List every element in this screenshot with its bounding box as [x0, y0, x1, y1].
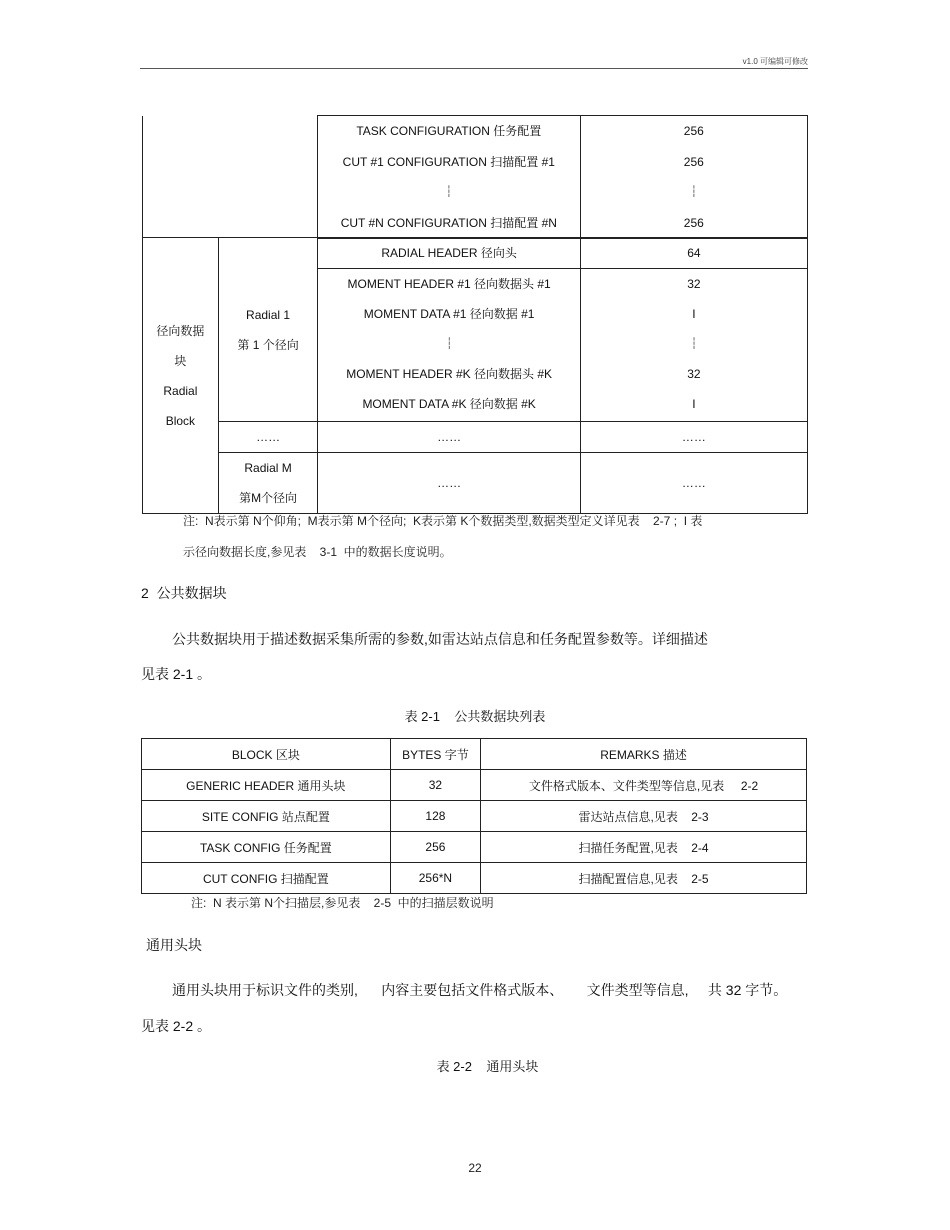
vertical-ellipsis: ┆: [690, 186, 698, 198]
table-cell: 扫描任务配置,见表 2-4: [481, 832, 807, 863]
config-row-label: CUT #N CONFIGURATION 扫描配置 #N: [340, 215, 557, 230]
column-header: REMARKS 描述: [481, 739, 807, 770]
radial-block-name-cell: [143, 238, 219, 514]
header-rule: [140, 68, 808, 69]
ellipsis-cell: ……: [318, 453, 580, 514]
table-row: [142, 832, 807, 863]
paragraph-line: 公共数据块用于描述数据采集所需的参数,如雷达站点信息和任务配置参数等。详细描述: [172, 631, 708, 647]
radial-block-table: [142, 237, 808, 514]
vertical-ellipsis: ┆: [445, 186, 453, 198]
radial1-cell: [218, 238, 318, 422]
header-note: v1.0 可编辑可修改: [742, 57, 808, 66]
radial-header-bytes: 64: [581, 238, 807, 269]
radial1-labels-cell: [318, 238, 580, 422]
table-cell: 雷达站点信息,见表 2-3: [481, 801, 807, 832]
moment-row-bytes: 32: [687, 277, 701, 291]
config-bytes-cell: [580, 116, 807, 239]
table-row: [142, 801, 807, 832]
radial-block-name: 块: [174, 353, 187, 368]
moment-row-label: MOMENT DATA #K 径向数据 #K: [362, 397, 536, 411]
radial1-name: 第 1 个径向: [237, 337, 299, 352]
table-cell: 256: [390, 832, 480, 863]
vertical-ellipsis: ┆: [690, 338, 698, 350]
moment-row-label: MOMENT HEADER #K 径向数据头 #K: [346, 367, 553, 381]
moment-row-bytes: 32: [687, 367, 701, 381]
table-row: [142, 770, 807, 801]
config-row-label: CUT #1 CONFIGURATION 扫描配置 #1: [342, 154, 555, 169]
paragraph-line: 通用头块用于标识文件的类别, 内容主要包括文件格式版本、 文件类型等信息, 共 32 字节。: [172, 982, 788, 998]
config-labels-cell: [318, 116, 581, 239]
config-left-border: [142, 116, 143, 237]
ellipsis-cell: ……: [580, 422, 807, 453]
table-cell: GENERIC HEADER 通用头块: [142, 770, 391, 801]
ellipsis-cell: ……: [318, 422, 580, 453]
page-number: 22: [468, 1161, 482, 1175]
table-cell: TASK CONFIG 任务配置: [142, 832, 391, 863]
column-header: BYTES 字节: [390, 739, 480, 770]
table-caption: 表 2-1 公共数据块列表: [404, 709, 546, 724]
moment-row-label: MOMENT DATA #1 径向数据 #1: [363, 307, 535, 321]
radial-block-name: Block: [165, 413, 196, 428]
radial1-name: Radial 1: [246, 307, 291, 322]
radialM-name: Radial M: [244, 461, 292, 475]
table-note-line: 注: N 表示第 N个扫描层,参见表 2-5 中的扫描层数说明: [191, 896, 494, 910]
moment-row-label: MOMENT HEADER #1 径向数据头 #1: [347, 277, 551, 291]
radial-header-label: RADIAL HEADER 径向头: [318, 238, 579, 269]
radial-block-name: 径向数据: [156, 323, 205, 338]
paragraph-line: 见表 2-2 。: [141, 1018, 212, 1034]
radial1-bytes-cell: [580, 238, 807, 422]
table-cell: 文件格式版本、文件类型等信息,见表 2-2: [481, 770, 807, 801]
table-note-line: 注: N表示第 N个仰角; M表示第 M个径向; K表示第 K个数据类型,数据类型定义详见表 2-7 ; I 表: [183, 514, 703, 528]
radialM-cell: [218, 453, 318, 514]
table-cell: 扫描配置信息,见表 2-5: [481, 863, 807, 894]
table-cell: CUT CONFIG 扫描配置: [142, 863, 391, 894]
config-row-bytes: 256: [683, 124, 704, 138]
table-cell: SITE CONFIG 站点配置: [142, 801, 391, 832]
config-row-bytes: 256: [683, 215, 704, 230]
paragraph-line: 见表 2-1 。: [141, 666, 212, 682]
subsection-title: 通用头块: [146, 937, 202, 953]
radial-block-name: Radial: [163, 383, 198, 398]
table-caption: 表 2-2 通用头块: [436, 1059, 539, 1074]
table-cell: 256*N: [390, 863, 480, 894]
section-title: 2 公共数据块: [141, 585, 227, 601]
ellipsis-cell: ……: [218, 422, 318, 453]
table-header-row: [142, 739, 807, 770]
config-row-bytes: 256: [683, 154, 704, 169]
table-note-line: 示径向数据长度,参见表 3-1 中的数据长度说明。: [183, 545, 452, 559]
table-row: [142, 863, 807, 894]
config-table: [317, 115, 808, 239]
moment-row-bytes: I: [692, 397, 696, 411]
table-2-1: [141, 738, 807, 894]
column-header: BLOCK 区块: [142, 739, 391, 770]
ellipsis-cell: ……: [580, 453, 807, 514]
table-cell: 128: [390, 801, 480, 832]
config-row-label: TASK CONFIGURATION 任务配置: [356, 124, 542, 138]
radialM-name: 第M个径向: [239, 491, 298, 505]
vertical-ellipsis: ┆: [445, 338, 453, 350]
table-cell: 32: [390, 770, 480, 801]
moment-row-bytes: I: [692, 307, 696, 321]
